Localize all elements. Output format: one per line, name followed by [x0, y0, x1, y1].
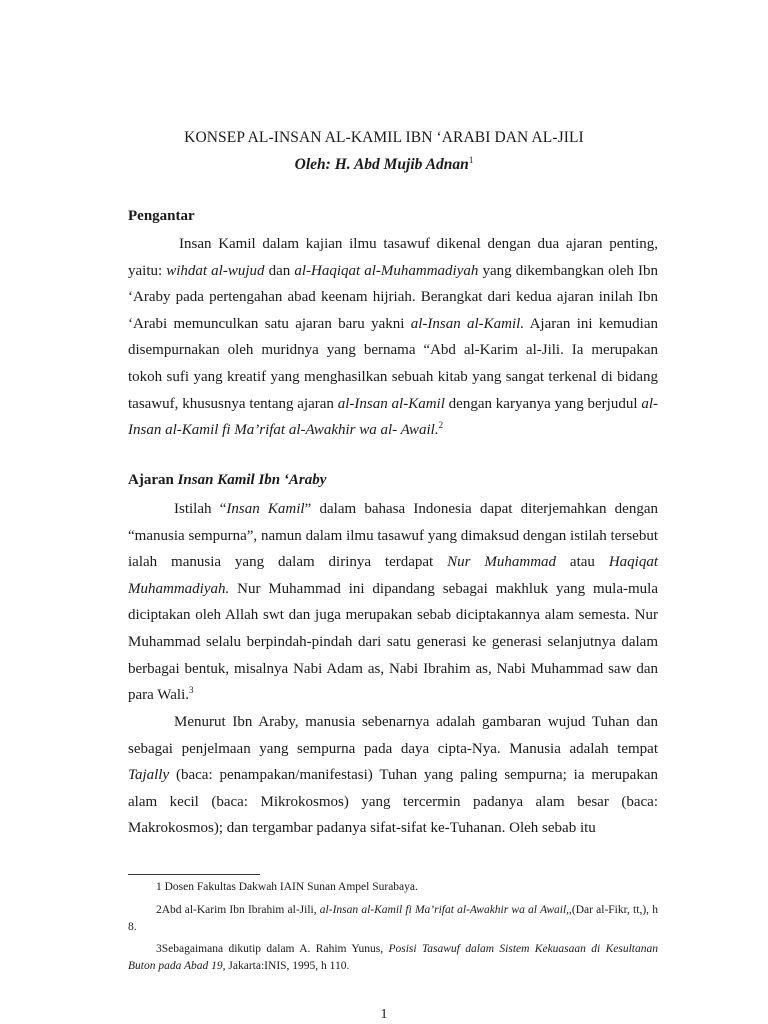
author-line — [0, 155, 768, 174]
footnote-3 — [128, 941, 658, 974]
text-run: yang dikembangkan oleh Ibn ‘Araby pada pertengahan abad keenam hijriah. Berangkat dari kedua ajaran inilah Ibn ‘Arabi memunculkan satu ajaran baru yakni — [128, 262, 658, 332]
text-run: Istilah “ — [174, 501, 227, 517]
text-run: Menurut Ibn Araby, manusia sebenarnya adalah gambaran wujud Tuhan dan sebagai penjelmaan yang sempurna pada daya cipta-Nya. Manusia adalah tempat — [128, 714, 658, 757]
text-run: atau — [556, 554, 609, 571]
italic-text-run: Insan Kamil — [226, 501, 305, 517]
italic-text-run: Haqiqat Muhammadiyah. — [128, 554, 658, 597]
text-run: Nur Muhammad ini dipandang sebagai makhluk yang mula-mula diciptakan oleh Allah swt dan juga merupakan sebab diciptakannya alam semesta. Nur Muhammad selalu berpindah-pindah dari satu generasi ke generasi selanjutnya dalam berbagai bentuk, misalnya Nabi Adam as, Nabi Ibrahim as, Nabi Muhammad saw dan para Wali. — [128, 580, 658, 704]
italic-text-run: wihdat al-wujud — [166, 262, 265, 279]
text-run: 1 Dosen Fakultas Dakwah IAIN Sunan Ampel Surabaya. — [156, 881, 418, 893]
text-run: dengan karyanya yang berjudul — [444, 395, 642, 412]
section-heading-ajaran — [128, 472, 326, 489]
italic-text-run: al-Haqiqat al-Muhammadiyah — [294, 262, 479, 279]
section-heading-pengantar: Pengantar — [128, 208, 195, 224]
footnote-1 — [128, 879, 658, 896]
text-run: 3Sebagaimana dikutip dalam A. Rahim Yunus, — [156, 943, 389, 955]
footnote-marker: 3 — [189, 685, 194, 696]
author-footnote-marker: 1 — [468, 155, 474, 165]
text-run: 2Abd al-Karim Ibn Ibrahim al-Jili, — [156, 904, 320, 916]
text-run: dan — [264, 262, 295, 279]
italic-text-run: Nur Muhammad — [447, 554, 557, 571]
author-name: Oleh: H. Abd Mujib Adnan — [294, 156, 469, 174]
footnote-marker: 2 — [438, 420, 444, 431]
text-run: Insan Kamil dalam kajian ilmu tasawuf dikenal dengan dua ajaran penting, yaitu: — [128, 236, 658, 279]
section-heading-italic: Insan Kamil Ibn ‘Araby — [177, 472, 327, 488]
paragraph-istilah — [128, 496, 658, 709]
text-run: Ajaran ini kemudian disempurnakan oleh muridnya yang bernama “Abd al-Karim al-Jili. Ia merupakan tokoh sufi yang kreatif yang menghasilkan sebuah kitab yang sangat terkenal di bidang tasawuf, khususnya tentang ajaran — [128, 315, 658, 412]
italic-text-run: al-Insan al-Kamil fi Ma’rifat al-Awakhir wa al- Awail. — [128, 395, 658, 439]
text-run: Jakarta:INIS, 1995, h 110. — [225, 959, 350, 972]
italic-text-run: al-Insan al-Kamil. — [410, 315, 525, 332]
paragraph-pengantar — [128, 231, 658, 444]
italic-text-run: al-Insan al-Kamil — [337, 395, 445, 412]
italic-text-run: Posisi Tasawuf dalam Sistem Kekuasaan di Kesultanan Buton pada Abad 19, — [128, 943, 659, 972]
italic-text-run: Tajally — [128, 767, 170, 784]
footnote-separator — [128, 874, 260, 875]
paragraph-menurut — [128, 709, 658, 842]
footnote-2 — [128, 902, 658, 935]
italic-text-run: al-Insan al-Kamil fi Ma’rifat al-Awakhir wa al Awail, — [319, 904, 570, 916]
document-title: KONSEP AL-INSAN AL-KAMIL IBN ‘ARABI DAN AL-JILI — [184, 129, 584, 146]
text-run: ” dalam bahasa Indonesia dapat diterjemahkan dengan “manusia sempurna”, namun dalam ilmu tasawuf yang dimaksud dengan istilah tersebut ialah manusia yang dalam dirinya terdapat — [128, 501, 658, 571]
text-run: ,(Dar al-Fikr, tt,), h 8. — [128, 904, 658, 933]
section-heading-prefix: Ajaran — [128, 472, 178, 488]
page-number: 1 — [380, 1007, 388, 1022]
text-run: (baca: penampakan/manifestasi) Tuhan yang paling sempurna; ia merupakan alam kecil (baca: Mikrokosmos) yang tercermin padanya alam besar (baca: Makrokosmos); dan tergambar padanya sifat-sifat ke-Tuhanan. Oleh sebab itu — [128, 767, 658, 837]
